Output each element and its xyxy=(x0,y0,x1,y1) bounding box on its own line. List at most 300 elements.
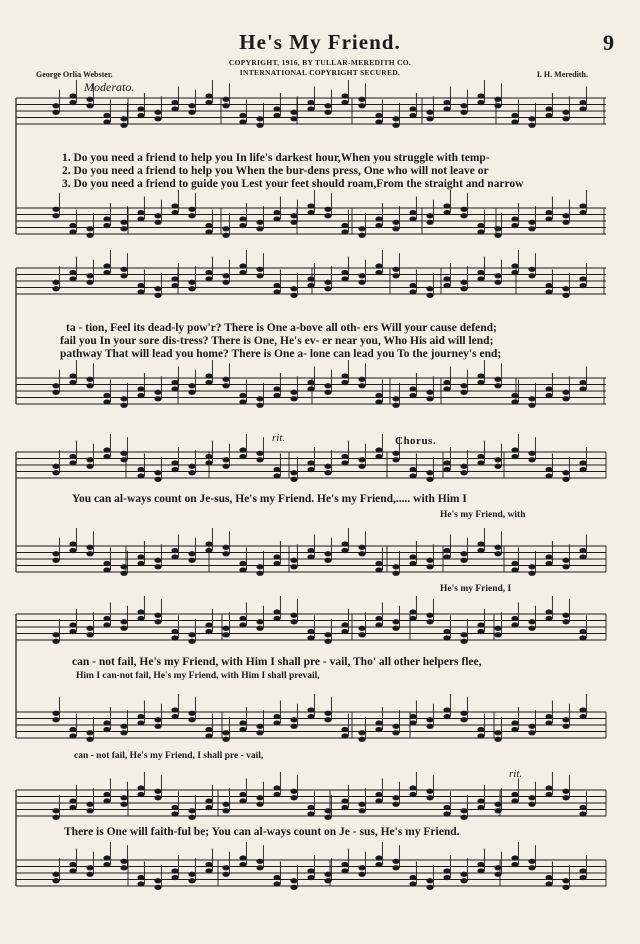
note-head xyxy=(307,203,314,208)
note-head xyxy=(426,564,433,569)
note-head xyxy=(324,470,331,475)
note-head xyxy=(392,267,399,272)
note-head xyxy=(494,273,501,278)
note-head xyxy=(154,220,161,225)
note-head xyxy=(426,213,433,218)
note-head xyxy=(392,220,399,225)
note-head xyxy=(477,629,484,634)
note-head xyxy=(188,103,195,108)
note-head xyxy=(69,629,76,634)
note-head xyxy=(409,714,416,719)
note-head xyxy=(375,616,382,621)
note-head xyxy=(290,724,297,729)
note-head xyxy=(392,451,399,456)
note-head xyxy=(171,203,178,208)
note-head xyxy=(52,390,59,395)
note-head xyxy=(426,724,433,729)
note-head xyxy=(188,711,195,716)
note-head xyxy=(205,622,212,627)
note-head xyxy=(256,724,263,729)
note-head xyxy=(324,558,331,563)
note-head xyxy=(511,561,518,566)
note-head xyxy=(103,223,110,228)
note-head xyxy=(494,802,501,807)
note-head xyxy=(171,707,178,712)
note-head xyxy=(511,399,518,404)
note-head xyxy=(460,103,467,108)
note-head xyxy=(273,473,280,478)
note-head xyxy=(375,561,382,566)
note-head xyxy=(52,711,59,716)
note-head xyxy=(443,283,450,288)
note-head xyxy=(562,396,569,401)
note-head xyxy=(154,396,161,401)
note-head xyxy=(239,454,246,459)
note-head xyxy=(324,717,331,722)
note-head xyxy=(103,216,110,221)
note-head xyxy=(579,714,586,719)
note-head xyxy=(69,270,76,275)
note-head xyxy=(273,554,280,559)
note-head xyxy=(579,875,586,880)
note-head xyxy=(171,106,178,111)
note-head xyxy=(137,393,144,398)
note-head xyxy=(358,545,365,550)
note-head xyxy=(137,616,144,621)
note-head xyxy=(205,100,212,105)
note-head xyxy=(103,270,110,275)
note-head xyxy=(426,286,433,291)
note-head xyxy=(103,720,110,725)
note-head xyxy=(426,220,433,225)
note-head xyxy=(562,789,569,794)
note-head xyxy=(307,875,314,880)
note-head xyxy=(443,875,450,880)
note-head xyxy=(358,872,365,877)
note-head xyxy=(120,123,127,128)
note-head xyxy=(341,380,348,385)
note-head xyxy=(205,229,212,234)
note-head xyxy=(443,707,450,712)
note-head xyxy=(358,457,365,462)
note-head xyxy=(239,447,246,452)
note-head xyxy=(137,106,144,111)
note-head xyxy=(222,226,229,231)
note-head xyxy=(460,878,467,883)
note-head xyxy=(341,229,348,234)
note-head xyxy=(579,811,586,816)
note-head xyxy=(273,609,280,614)
note-head xyxy=(171,805,178,810)
note-head xyxy=(494,865,501,870)
note-head xyxy=(392,859,399,864)
note-head xyxy=(273,289,280,294)
note-head xyxy=(324,280,331,285)
note-head xyxy=(426,110,433,115)
note-head xyxy=(341,868,348,873)
note-head xyxy=(86,280,93,285)
page-number: 9 xyxy=(603,30,614,55)
note-head xyxy=(86,626,93,631)
note-head xyxy=(545,467,552,472)
note-head xyxy=(528,396,535,401)
verse-1-line-1: 1. Do you need a friend to help you In life's darkest hour,When you struggle with temp- xyxy=(62,152,490,164)
note-head xyxy=(460,286,467,291)
note-head xyxy=(222,802,229,807)
note-head xyxy=(256,451,263,456)
note-head xyxy=(562,564,569,569)
note-head xyxy=(205,460,212,465)
note-head xyxy=(477,93,484,98)
note-head xyxy=(324,286,331,291)
note-head xyxy=(171,811,178,816)
note-head xyxy=(290,470,297,475)
note-head xyxy=(579,460,586,465)
note-head xyxy=(324,464,331,469)
note-head xyxy=(69,805,76,810)
note-head xyxy=(460,470,467,475)
note-head xyxy=(256,123,263,128)
note-head xyxy=(171,460,178,465)
note-head xyxy=(103,798,110,803)
note-head xyxy=(375,454,382,459)
note-head xyxy=(188,815,195,820)
note-head xyxy=(460,390,467,395)
note-head xyxy=(188,213,195,218)
note-head xyxy=(545,283,552,288)
note-head xyxy=(52,470,59,475)
note-head xyxy=(545,386,552,391)
note-head xyxy=(273,386,280,391)
note-head xyxy=(307,805,314,810)
note-head xyxy=(375,855,382,860)
chorus-echo-upper-2: Him I can-not fail, He's my Friend, with Him I shall prevail, xyxy=(76,671,320,681)
note-head xyxy=(409,875,416,880)
note-head xyxy=(256,564,263,569)
note-head xyxy=(545,616,552,621)
note-head xyxy=(171,868,178,873)
note-head xyxy=(358,551,365,556)
note-head xyxy=(562,795,569,800)
note-head xyxy=(341,798,348,803)
note-head xyxy=(460,464,467,469)
note-head xyxy=(205,223,212,228)
note-head xyxy=(375,862,382,867)
note-head xyxy=(392,865,399,870)
note-head xyxy=(239,270,246,275)
note-head xyxy=(273,785,280,790)
verse-2-line-1: 2. Do you need a friend to help you When the bur-dens press, One who will not leave or xyxy=(62,165,489,177)
note-head xyxy=(103,792,110,797)
note-head xyxy=(290,878,297,883)
note-head xyxy=(494,626,501,631)
chorus-lyric-1: You can al-ways count on Je-sus, He's my Friend. He's my Friend,..... with Him I xyxy=(72,493,467,505)
note-head xyxy=(477,548,484,553)
note-head xyxy=(256,403,263,408)
note-head xyxy=(562,885,569,890)
note-head xyxy=(256,795,263,800)
note-head xyxy=(290,286,297,291)
note-head xyxy=(358,226,365,231)
note-head xyxy=(341,733,348,738)
note-head xyxy=(324,110,331,115)
note-head xyxy=(443,380,450,385)
note-head xyxy=(273,393,280,398)
note-head xyxy=(69,727,76,732)
note-head xyxy=(562,390,569,395)
note-head xyxy=(154,110,161,115)
note-head xyxy=(392,564,399,569)
note-head xyxy=(392,116,399,121)
note-head xyxy=(409,554,416,559)
note-head xyxy=(579,386,586,391)
note-head xyxy=(154,878,161,883)
note-head xyxy=(86,273,93,278)
note-head xyxy=(120,226,127,231)
note-head xyxy=(103,855,110,860)
note-head xyxy=(171,283,178,288)
note-head xyxy=(273,720,280,725)
note-head xyxy=(154,564,161,569)
note-head xyxy=(188,639,195,644)
note-head xyxy=(358,464,365,469)
note-head xyxy=(307,629,314,634)
note-head xyxy=(290,396,297,401)
note-head xyxy=(52,286,59,291)
note-head xyxy=(358,97,365,102)
note-head xyxy=(222,233,229,238)
note-head xyxy=(477,100,484,105)
note-head xyxy=(579,283,586,288)
note-head xyxy=(324,632,331,637)
note-head xyxy=(324,878,331,883)
note-head xyxy=(528,457,535,462)
note-head xyxy=(222,545,229,550)
note-head xyxy=(103,727,110,732)
note-head xyxy=(171,386,178,391)
note-head xyxy=(69,460,76,465)
note-head xyxy=(375,792,382,797)
note-head xyxy=(511,616,518,621)
note-head xyxy=(528,802,535,807)
note-head xyxy=(205,727,212,732)
note-head xyxy=(511,792,518,797)
verse-3-line-1: 3. Do you need a friend to guide you Lest your feet should roam,From the straight and narrow xyxy=(62,178,524,190)
note-head xyxy=(460,639,467,644)
note-head xyxy=(443,386,450,391)
note-head xyxy=(477,373,484,378)
note-head xyxy=(154,717,161,722)
note-head xyxy=(120,457,127,462)
note-head xyxy=(460,383,467,388)
note-head xyxy=(494,872,501,877)
chorus-echo-lower-1: He's my Friend, I xyxy=(440,584,512,594)
note-head xyxy=(103,447,110,452)
note-head xyxy=(171,100,178,105)
chorus-echo-upper-1: He's my Friend, with xyxy=(440,510,526,520)
note-head xyxy=(392,571,399,576)
note-head xyxy=(154,116,161,121)
note-head xyxy=(307,106,314,111)
note-head xyxy=(290,213,297,218)
note-head xyxy=(562,619,569,624)
note-head xyxy=(443,210,450,215)
note-head xyxy=(511,393,518,398)
note-head xyxy=(307,380,314,385)
note-head xyxy=(545,113,552,118)
note-head xyxy=(256,571,263,576)
note-head xyxy=(239,393,246,398)
note-head xyxy=(579,868,586,873)
note-head xyxy=(443,635,450,640)
note-head xyxy=(528,273,535,278)
note-head xyxy=(579,629,586,634)
note-head xyxy=(375,393,382,398)
note-head xyxy=(562,213,569,218)
note-head xyxy=(307,548,314,553)
note-head xyxy=(307,707,314,712)
note-head xyxy=(443,811,450,816)
note-head xyxy=(188,558,195,563)
note-head xyxy=(188,286,195,291)
note-head xyxy=(307,554,314,559)
note-head xyxy=(494,457,501,462)
note-head xyxy=(290,795,297,800)
note-head xyxy=(307,210,314,215)
note-head xyxy=(392,123,399,128)
note-head xyxy=(409,210,416,215)
note-head xyxy=(137,113,144,118)
note-head xyxy=(307,811,314,816)
note-head xyxy=(477,798,484,803)
note-head xyxy=(375,399,382,404)
note-head xyxy=(273,216,280,221)
note-head xyxy=(426,789,433,794)
note-head xyxy=(52,808,59,813)
note-head xyxy=(52,717,59,722)
note-head xyxy=(69,100,76,105)
note-head xyxy=(494,808,501,813)
note-head xyxy=(511,447,518,452)
note-head xyxy=(375,622,382,627)
note-head xyxy=(477,733,484,738)
note-head xyxy=(188,110,195,115)
note-head xyxy=(341,622,348,627)
note-head xyxy=(239,119,246,124)
note-head xyxy=(69,229,76,234)
note-head xyxy=(205,629,212,634)
note-head xyxy=(443,714,450,719)
note-head xyxy=(52,110,59,115)
note-head xyxy=(103,399,110,404)
note-head xyxy=(392,457,399,462)
note-head xyxy=(222,737,229,742)
note-head xyxy=(171,875,178,880)
note-head xyxy=(239,399,246,404)
note-head xyxy=(545,881,552,886)
note-head xyxy=(545,609,552,614)
note-head xyxy=(358,865,365,870)
note-head xyxy=(137,881,144,886)
note-head xyxy=(511,855,518,860)
note-head xyxy=(409,393,416,398)
note-head xyxy=(358,273,365,278)
note-head xyxy=(562,286,569,291)
note-head xyxy=(222,632,229,637)
note-head xyxy=(528,724,535,729)
note-head xyxy=(494,737,501,742)
note-head xyxy=(256,626,263,631)
note-head xyxy=(239,567,246,572)
note-head xyxy=(545,792,552,797)
note-head xyxy=(426,390,433,395)
note-head xyxy=(239,216,246,221)
note-head xyxy=(290,116,297,121)
note-head xyxy=(358,632,365,637)
note-head xyxy=(188,207,195,212)
note-head xyxy=(307,386,314,391)
note-head xyxy=(137,386,144,391)
note-head xyxy=(324,639,331,644)
note-head xyxy=(375,263,382,268)
note-head xyxy=(392,226,399,231)
chorus-echo-lower-2: can - not fail, He's my Friend, I shall pre - vail, xyxy=(74,751,264,761)
note-head xyxy=(358,802,365,807)
note-head xyxy=(409,792,416,797)
note-head xyxy=(426,885,433,890)
note-head xyxy=(256,865,263,870)
note-head xyxy=(86,802,93,807)
note-head xyxy=(171,210,178,215)
note-head xyxy=(86,377,93,382)
note-head xyxy=(205,805,212,810)
note-head xyxy=(409,561,416,566)
note-head xyxy=(545,106,552,111)
copyright-line-1: COPYRIGHT, 1916, BY TULLAR-MEREDITH CO. xyxy=(228,58,412,67)
note-head xyxy=(171,635,178,640)
note-head xyxy=(188,464,195,469)
note-head xyxy=(86,103,93,108)
note-head xyxy=(205,548,212,553)
note-head xyxy=(477,622,484,627)
note-head xyxy=(307,276,314,281)
chorus-label: Chorus. xyxy=(395,435,437,447)
note-head xyxy=(205,862,212,867)
note-head xyxy=(273,561,280,566)
note-head xyxy=(69,373,76,378)
note-head xyxy=(52,815,59,820)
tempo-marking: Moderato. xyxy=(84,80,135,94)
note-head xyxy=(290,619,297,624)
note-head xyxy=(545,554,552,559)
note-head xyxy=(154,470,161,475)
note-head xyxy=(222,97,229,102)
note-head xyxy=(460,632,467,637)
note-head xyxy=(426,878,433,883)
note-head xyxy=(154,477,161,482)
note-head xyxy=(222,551,229,556)
note-head xyxy=(188,878,195,883)
note-head xyxy=(409,386,416,391)
note-head xyxy=(256,457,263,462)
note-head xyxy=(120,730,127,735)
note-head xyxy=(443,554,450,559)
note-head xyxy=(528,564,535,569)
note-head xyxy=(494,545,501,550)
note-head xyxy=(324,103,331,108)
note-head xyxy=(205,454,212,459)
note-head xyxy=(562,293,569,298)
